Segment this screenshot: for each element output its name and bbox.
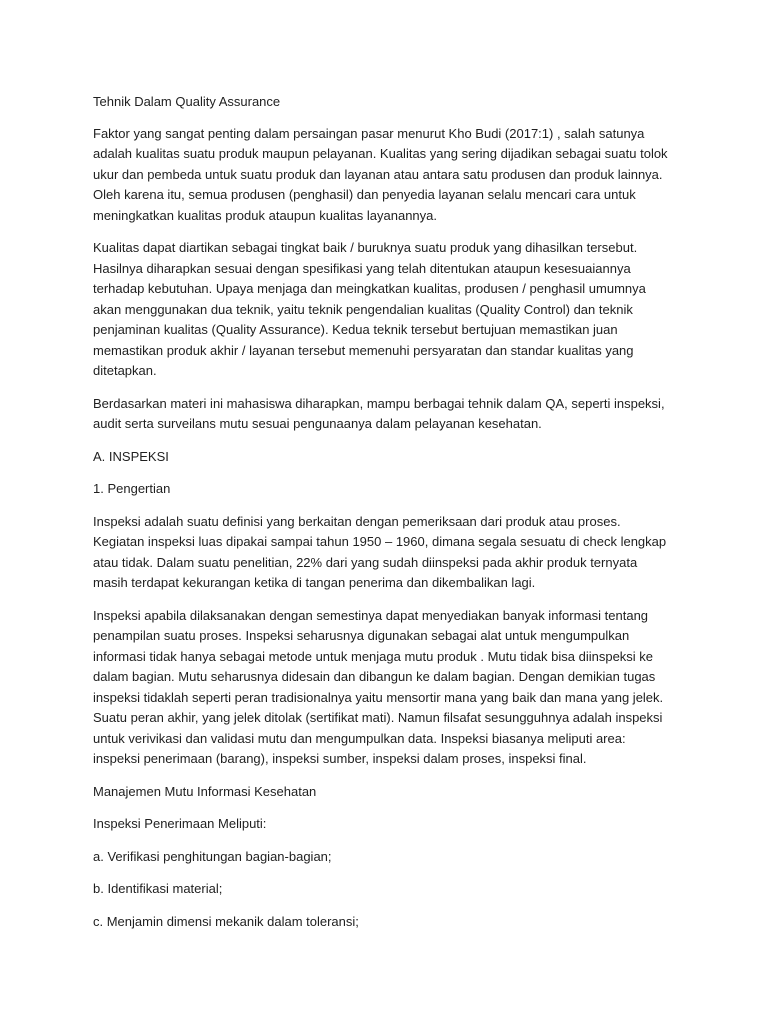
list-item-b: b. Identifikasi material; (93, 881, 223, 896)
list-item-a: a. Verifikasi penghitungan bagian-bagian; (93, 848, 332, 864)
paragraph-definisi-inspeksi: Inspeksi adalah suatu definisi yang berkaitan dengan pemeriksaan dari produk atau proses. Kegiatan inspeksi luas dipakai sampai tahun 1950 – 1960, dimana segala sesuatu di check lengkap atau tidak. Dalam suatu penelitian, 22% dari yang sudah diinspeksi pada akhir produk ternyata masih terdapat kekurangan ketika di tangan penerima dan dikembalikan lagi. (93, 513, 667, 590)
paragraph-inspeksi-detail: Inspeksi apabila dilaksanakan dengan semestinya dapat menyediakan banyak informasi tentang penampilan suatu proses. Inspeksi seharusnya digunakan sebagai alat untuk mengumpulkan informasi tidak hanya sebagai metode untuk menjaga mutu produk . Mutu tidak bisa diinspeksi ke dalam bagian. Mutu seharusnya didesain dan dibangun ke dalam bagian. Dengan demikian tugas inspeksi tidaklah seperti peran tradisionalnya yaitu mensortir mana yang baik dan mana yang jelek. Suatu peran akhir, yang jelek ditolak (sertifikat mati). Namun filsafat sesungguhnya adalah inspeksi untuk verivikasi dan validasi mutu dan mengumpulkan data. Inspeksi biasanya meliputi area: inspeksi penerimaan (barang), inspeksi sumber, inspeksi dalam proses, inspeksi final. (93, 607, 664, 766)
section-heading-inspeksi: A. INSPEKSI (93, 448, 169, 464)
paragraph-inspeksi-penerimaan: Inspeksi Penerimaan Meliputi: (93, 816, 267, 831)
paragraph-kualitas: Kualitas dapat diartikan sebagai tingkat baik / buruknya suatu produk yang dihasilkan tersebut. Hasilnya diharapkan sesuai dengan spesifikasi yang telah ditentukan ataupun kesesuaiannya terhadap kebutuhan. Upaya menjaga dan meingkatkan kualitas, produsen / penghasil umumnya akan menggunakan dua teknik, yaitu teknik pengendalian kualitas (Quality Control) dan teknik penjaminan kualitas (Quality Assurance). Kedua teknik tersebut bertujuan memastikan juan memastikan produk akhir / layanan tersebut memenuhi persyaratan dan standar kualitas yang ditetapkan. (93, 240, 646, 378)
paragraph-tujuan: Berdasarkan materi ini mahasiswa diharapkan, mampu berbagai tehnik dalam QA, seperti inspeksi, audit serta surveilans mutu sesuai pengunaanya dalam pelayanan kesehatan. (93, 395, 665, 431)
paragraph-intro: Faktor yang sangat penting dalam persaingan pasar menurut Kho Budi (2017:1) , salah satunya adalah kualitas suatu produk maupun pelayanan. Kualitas yang sering dijadikan sebagai suatu tolok ukur dan pembeda untuk suatu produk dan layanan atau antara satu produsen dan produk lainnya. Oleh karena itu, semua produsen (penghasil) dan penyedia layanan selalu mencari cara untuk meningkatkan kualitas produk ataupun kualitas layanannya. (93, 125, 668, 223)
list-item-c: c. Menjamin dimensi mekanik dalam toleransi; (93, 913, 359, 929)
subsection-heading-pengertian: 1. Pengertian (93, 481, 171, 496)
document-title: Tehnik Dalam Quality Assurance (93, 94, 281, 109)
document-body (93, 92, 673, 944)
paragraph-manajemen-mutu: Manajemen Mutu Informasi Kesehatan (93, 783, 317, 799)
